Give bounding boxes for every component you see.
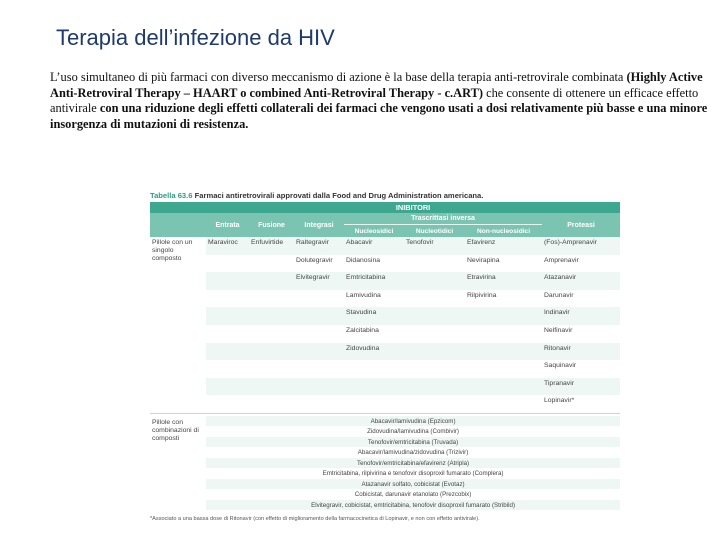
table-cell: [404, 290, 465, 308]
table-cell: [404, 325, 465, 343]
header-nucleotidici: Nucleotidici: [404, 225, 465, 238]
table-cell: [206, 272, 249, 290]
table-cell: [206, 378, 249, 396]
table-cell: [294, 325, 344, 343]
table-cell: Rilpivirina: [465, 290, 542, 308]
table-row: [150, 468, 620, 479]
combination-cell: Cobicistat, darunavir etanolato (Prezcobix): [206, 489, 620, 500]
table-cell: Maraviroc: [206, 237, 249, 255]
table-cell: Lamivudina: [344, 290, 404, 308]
table-row: [150, 237, 620, 255]
table-cell: [249, 255, 294, 273]
table-cell: [465, 325, 542, 343]
table-row: [150, 307, 620, 325]
table-cell: Saquinavir: [542, 360, 620, 378]
table-row: [150, 479, 620, 490]
header-fusione: Fusione: [249, 213, 294, 237]
table-cell: [249, 343, 294, 361]
table-cell: Etravirina: [465, 272, 542, 290]
table-cell: [294, 343, 344, 361]
table-cell: [404, 272, 465, 290]
header-proteasi: Proteasi: [542, 213, 620, 237]
table-cell: [206, 290, 249, 308]
table-cell: [294, 395, 344, 413]
antiretroviral-table-figure: [150, 190, 620, 522]
table-cell: [206, 325, 249, 343]
table-cell: [465, 343, 542, 361]
table-cell: Dolutegravir: [294, 255, 344, 273]
table-row: [150, 325, 620, 343]
table-cell: Indinavir: [542, 307, 620, 325]
combination-label: Pillole con combinazioni di composti: [150, 416, 206, 511]
header-integrasi: Integrasi: [294, 213, 344, 237]
table-row: [150, 290, 620, 308]
table-cell: [206, 307, 249, 325]
table-cell: [404, 255, 465, 273]
combination-cell: Abacavir/lamivudina (Epzicom): [206, 416, 620, 427]
table-cell: [294, 378, 344, 396]
combination-section: [150, 416, 620, 511]
table-cell: Nelfinavir: [542, 325, 620, 343]
intro-text-2: che consente di ottenere un efficace effetto antivirale: [50, 85, 699, 116]
intro-bold-1: (Highly Active Anti-Retroviral Therapy – HAART o combined Anti-Retroviral Therapy - c.ART): [50, 70, 703, 100]
table-cell: Abacavir: [344, 237, 404, 255]
table-cell: [404, 395, 465, 413]
table-cell: [249, 272, 294, 290]
table-footnote: *Associato a una bassa dose di Ritonavir (con effetto di miglioramento della farmacocinetica di Lopinavir, e non con effetto antivirale).: [150, 516, 480, 523]
table-row: [150, 272, 620, 290]
table-cell: [344, 360, 404, 378]
table-cell: [249, 325, 294, 343]
combination-cell: Zidovudina/lamivudina (Combivir): [206, 426, 620, 437]
table-cell: [206, 395, 249, 413]
table-row: [150, 378, 620, 396]
table-cell: Tipranavir: [542, 378, 620, 396]
single-compound-section: [150, 237, 620, 413]
header-non-nucleosidici: Non-nucleosidici: [465, 225, 542, 238]
table-cell: [294, 290, 344, 308]
header-inhibitors: INIBITORI: [206, 202, 620, 213]
table-cell: [344, 378, 404, 396]
table-cell: Stavudina: [344, 307, 404, 325]
table-cell: Zalcitabina: [344, 325, 404, 343]
table-cell: Darunavir: [542, 290, 620, 308]
table-cell: [465, 395, 542, 413]
table-cell: [404, 343, 465, 361]
table-cell: Tenofovir: [404, 237, 465, 255]
intro-paragraph: [50, 70, 718, 132]
table-row: [150, 426, 620, 437]
table-cell: Lopinavir*: [542, 395, 620, 413]
table-cell: [465, 378, 542, 396]
table-cell: Raltegravir: [294, 237, 344, 255]
table-cell: [206, 360, 249, 378]
header-reverse-transcriptase: Trascrittasi inversa: [344, 213, 542, 225]
single-compound-label: Pillole con un singolo composto: [150, 237, 206, 413]
table-cell: [249, 378, 294, 396]
table-row: [150, 489, 620, 500]
table-cell: [344, 395, 404, 413]
table-row: [150, 255, 620, 273]
table-cell: [206, 255, 249, 273]
table-cell: (Fos)-Amprenavir: [542, 237, 620, 255]
header-blank: [150, 202, 206, 213]
table-cell: [249, 360, 294, 378]
table-cell: [294, 307, 344, 325]
table-cell: Emtricitabina: [344, 272, 404, 290]
table-cell: [249, 395, 294, 413]
table-row: [150, 447, 620, 458]
table-cell: Nevirapina: [465, 255, 542, 273]
table-row: [150, 360, 620, 378]
table-cell: Didanosina: [344, 255, 404, 273]
table-row: [150, 416, 620, 427]
table-caption-text: Farmaci antiretrovirali approvati dalla Food and Drug Administration americana.: [194, 191, 484, 200]
table-row: [150, 458, 620, 469]
page-title: Terapia dell’infezione da HIV: [56, 25, 335, 50]
table-cell: [249, 290, 294, 308]
intro-bold-2: con una riduzione degli effetti collaterali dei farmaci che vengono usati a dosi relativamente più basse e una minore insorgenza di mutazioni di resistenza.: [50, 101, 708, 131]
table-cell: [294, 360, 344, 378]
table-cell: Amprenavir: [542, 255, 620, 273]
table-cell: [465, 360, 542, 378]
table-cell: Elvitegravir: [294, 272, 344, 290]
table-cell: [465, 307, 542, 325]
table-cell: [404, 378, 465, 396]
table-cell: Enfuvirtide: [249, 237, 294, 255]
combination-cell: Atazanavir solfato, cobicistat (Evotaz): [206, 479, 620, 490]
intro-text-1: L’uso simultaneo di più farmaci con diverso meccanismo di azione è la base della terapia anti-retrovirale combinata: [50, 70, 627, 84]
table-row: [150, 500, 620, 511]
combination-cell: Emtricitabina, rilpivirina e tenofovir disoproxil fumarato (Complera): [206, 468, 620, 479]
combination-cell: Tenofovir/emtricitabina/efavirenz (Atripla): [206, 458, 620, 469]
table-cell: [206, 343, 249, 361]
table-caption: [150, 190, 620, 202]
table-cell: [404, 307, 465, 325]
header-nucleosidici: Nucleosidici: [344, 225, 404, 238]
table-cell: [404, 360, 465, 378]
table-row: [150, 343, 620, 361]
combination-cell: Elvitegravir, cobicistat, emtricitabina, tenofovir disoproxil fumarato (Stribild): [206, 500, 620, 511]
table-row: [150, 437, 620, 448]
table-cell: Efavirenz: [465, 237, 542, 255]
table-cell: [249, 307, 294, 325]
table-caption-number: Tabella 63.6: [150, 191, 193, 200]
combination-cell: Tenofovir/emtricitabina (Truvada): [206, 437, 620, 448]
combination-cell: Abacavir/lamivudina/zidovudina (Trizivir): [206, 447, 620, 458]
table-cell: Zidovudina: [344, 343, 404, 361]
table-row: [150, 395, 620, 413]
table-cell: Atazanavir: [542, 272, 620, 290]
header-entrata: Entrata: [206, 213, 249, 237]
antiretroviral-table: [150, 202, 620, 510]
table-cell: Ritonavir: [542, 343, 620, 361]
